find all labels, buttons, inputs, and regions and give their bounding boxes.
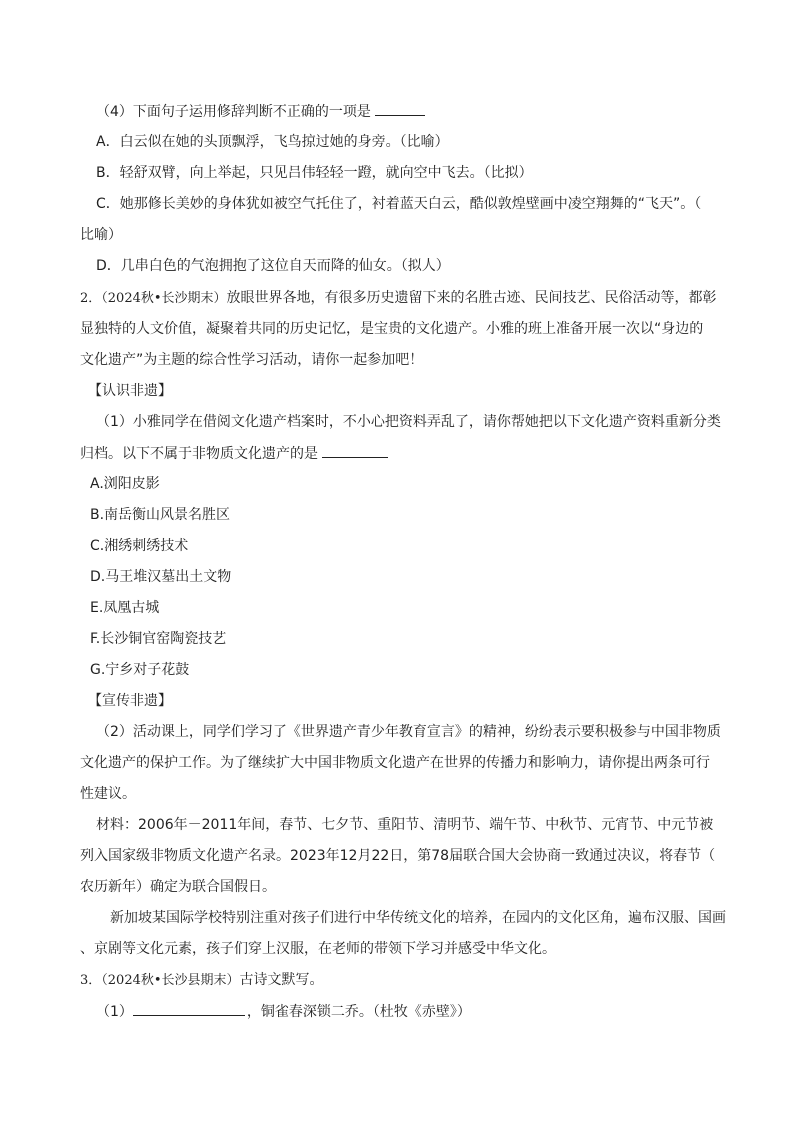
- question-number: 3．: [80, 973, 102, 988]
- answer-blank[interactable]: [375, 101, 425, 116]
- option-d: D．几串白色的气泡拥抱了这位自天而降的仙女。（拟人）: [96, 258, 450, 274]
- option-a: A．白云似在她的头顶飘浮，飞鸟掠过她的身旁。（比喻）: [96, 134, 449, 150]
- question-number: 2．: [80, 291, 102, 306]
- choice-item: C.湘绣刺绣技术: [90, 538, 189, 554]
- material-line: 列入国家级非物质文化遗产名录。2023年12月22日，第78届联合国大会协商一致通过决议，将春节（: [80, 848, 716, 864]
- choice-item: G.宁乡对子花鼓: [90, 662, 190, 678]
- sub-question-text: 性建议。: [80, 786, 136, 802]
- question-2-header: [80, 288, 717, 309]
- material-line: 农历新年）确定为联合国假日。: [80, 879, 276, 895]
- choice-item: B.南岳衡山风景名胜区: [90, 507, 231, 523]
- material-line: 新加坡某国际学校特别注重对孩子们进行中华传统文化的培养，在园内的文化区角，遍布汉服、国画: [110, 910, 726, 926]
- question-3-header: [80, 970, 324, 991]
- choice-item: F.长沙铜官窑陶瓷技艺: [90, 631, 227, 647]
- item-text: ，铜雀春深锁二乔。（杜牧《赤壁》）: [246, 1004, 471, 1020]
- section-heading-promote: 【宣传非遗】: [88, 693, 172, 709]
- option-b: B．轻舒双臂，向上举起，只见吕伟轻轻一蹬，就向空中飞去。（比拟）: [96, 165, 533, 181]
- section-heading-recognize: 【认识非遗】: [88, 383, 172, 399]
- material-line: 材料：2006年－2011年间，春节、七夕节、重阳节、清明节、端午节、中秋节、元宵节、中元节被: [96, 817, 714, 833]
- sub-question-text: （1）小雅同学在借阅文化遗产档案时，不小心把资料弄乱了，请你帮她把以下文化遗产资料重新分类: [96, 414, 721, 430]
- sub-question-text: [80, 443, 388, 464]
- intro-line: 显独特的人文价值，凝聚着共同的历史记忆，是宝贵的文化遗产。小雅的班上准备开展一次以“身边的: [80, 321, 704, 337]
- question-title: 古诗文默写。: [239, 972, 324, 988]
- question-source: （2024秋•长沙县期末）: [101, 973, 240, 988]
- question-source: （2024秋•长沙期末）: [101, 291, 227, 306]
- material-line: 、京剧等文化元素，孩子们穿上汉服，在老师的带领下学习并感受中华文化。: [80, 941, 556, 957]
- intro-line: 放眼世界各地，有很多历史遗留下来的名胜古迹、民间技艺、民俗活动等，都彰: [226, 290, 717, 306]
- sub-question-text: 文化遗产的保护工作。为了继续扩大中国非物质文化遗产在世界的传播力和影响力，请你提出两条可行: [80, 755, 710, 771]
- option-c: C．她那修长美妙的身体犹如被空气托住了，衬着蓝天白云，酷似敦煌壁画中凌空翔舞的“飞天”。（: [96, 196, 702, 212]
- question-stem: [96, 101, 425, 122]
- intro-line: 文化遗产”为主题的综合性学习活动，请你一起参加吧！: [80, 352, 424, 368]
- answer-blank[interactable]: [322, 443, 388, 458]
- choice-item: E.凤凰古城: [90, 600, 160, 616]
- choice-item: A.浏阳皮影: [90, 476, 160, 492]
- recitation-item: [96, 1001, 471, 1022]
- answer-blank[interactable]: [133, 1001, 245, 1016]
- stem-text: （4）下面句子运用修辞判断不正确的一项是: [96, 104, 371, 120]
- choice-item: D.马王堆汉墓出土文物: [90, 569, 232, 585]
- sub-question-text: （2）活动课上，同学们学习了《世界遗产青少年教育宣言》的精神，纷纷表示要积极参与中国非物质: [96, 724, 721, 740]
- sub-question-tail: 归档。以下不属于非物质文化遗产的是: [80, 446, 318, 462]
- item-number: （1）: [96, 1004, 133, 1020]
- option-c-continued: 比喻）: [80, 227, 122, 243]
